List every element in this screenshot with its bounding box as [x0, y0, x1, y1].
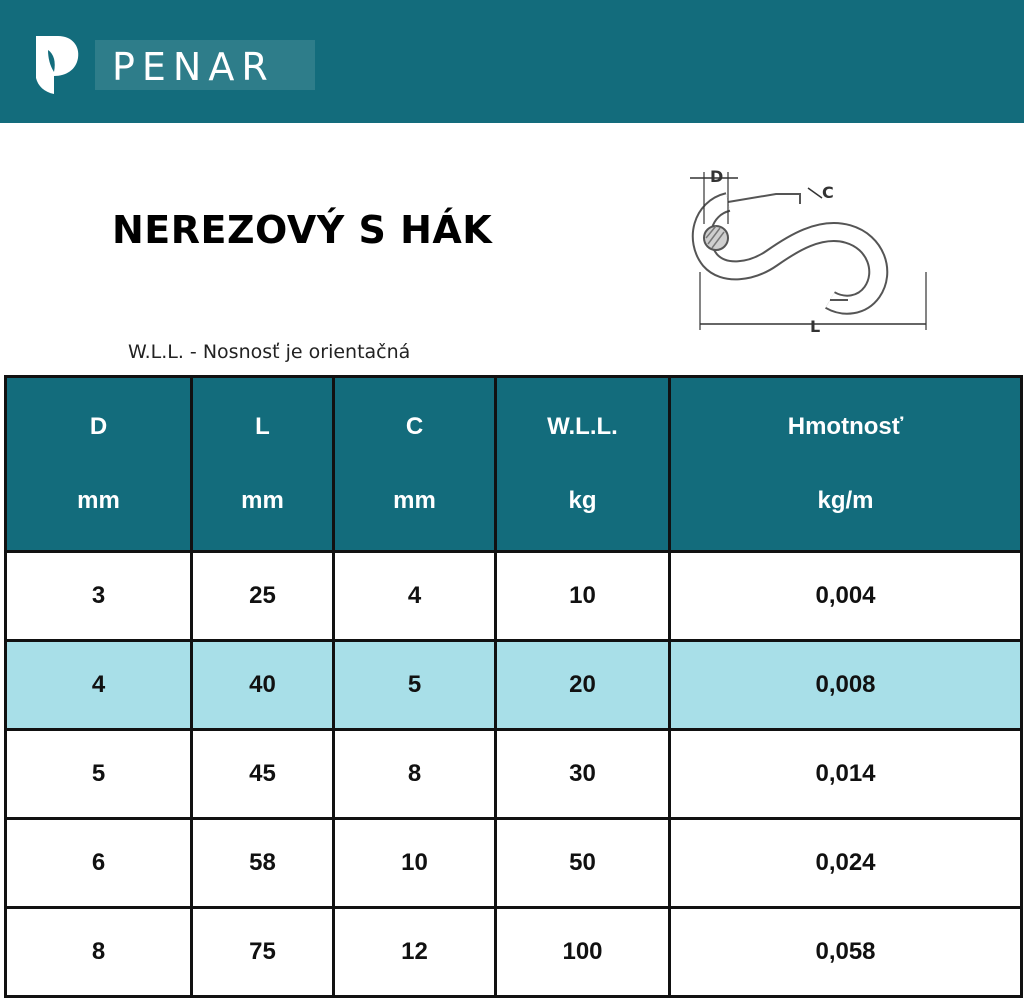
cell-wll: 30: [496, 730, 670, 819]
column-unit: mm: [241, 487, 284, 514]
label-l: L: [810, 317, 821, 336]
cell-weight: 0,014: [670, 730, 1022, 819]
cell-d: 6: [6, 819, 192, 908]
column-header-wll: [496, 377, 670, 552]
cell-wll: 100: [496, 908, 670, 997]
table-row: [6, 908, 1022, 997]
column-unit: mm: [393, 487, 436, 514]
cell-l: 45: [192, 730, 334, 819]
cell-l: 58: [192, 819, 334, 908]
column-name: Hmotnosť: [787, 413, 904, 440]
specs-table: [4, 375, 1023, 998]
cell-wll: 20: [496, 641, 670, 730]
brand-name: PENAR: [112, 45, 275, 89]
cell-d: 3: [6, 552, 192, 641]
cell-c: 12: [334, 908, 496, 997]
cell-wll: 50: [496, 819, 670, 908]
cell-c: 4: [334, 552, 496, 641]
cell-d: 4: [6, 641, 192, 730]
column-unit: kg/m: [817, 487, 874, 514]
wll-note: W.L.L. - Nosnosť je orientačná: [128, 341, 411, 363]
table-row: [6, 552, 1022, 641]
cell-l: 75: [192, 908, 334, 997]
cell-weight: 0,008: [670, 641, 1022, 730]
cell-wll: 10: [496, 552, 670, 641]
cell-weight: 0,004: [670, 552, 1022, 641]
cell-l: 40: [192, 641, 334, 730]
column-name: D: [89, 413, 108, 440]
column-unit: mm: [77, 487, 120, 514]
column-header-l: [192, 377, 334, 552]
label-d: D: [710, 167, 724, 186]
cell-d: 5: [6, 730, 192, 819]
column-name: C: [405, 413, 424, 440]
table-header-row: [6, 377, 1022, 552]
cell-weight: 0,024: [670, 819, 1022, 908]
cell-l: 25: [192, 552, 334, 641]
column-header-d: [6, 377, 192, 552]
cell-d: 8: [6, 908, 192, 997]
column-header-weight: [670, 377, 1022, 552]
penar-logo-icon: [34, 32, 80, 96]
column-header-c: [334, 377, 496, 552]
cell-c: 5: [334, 641, 496, 730]
cell-c: 8: [334, 730, 496, 819]
page-title: NEREZOVÝ S HÁK: [112, 208, 493, 252]
column-name: W.L.L.: [547, 413, 618, 440]
table-row: [6, 819, 1022, 908]
cell-c: 10: [334, 819, 496, 908]
column-unit: kg: [568, 487, 597, 514]
label-c: C: [822, 183, 834, 202]
header-bar: [0, 0, 1024, 123]
table-row: [6, 641, 1022, 730]
table-row: [6, 730, 1022, 819]
column-name: L: [255, 413, 270, 440]
cell-weight: 0,058: [670, 908, 1022, 997]
s-hook-diagram: [680, 160, 940, 340]
